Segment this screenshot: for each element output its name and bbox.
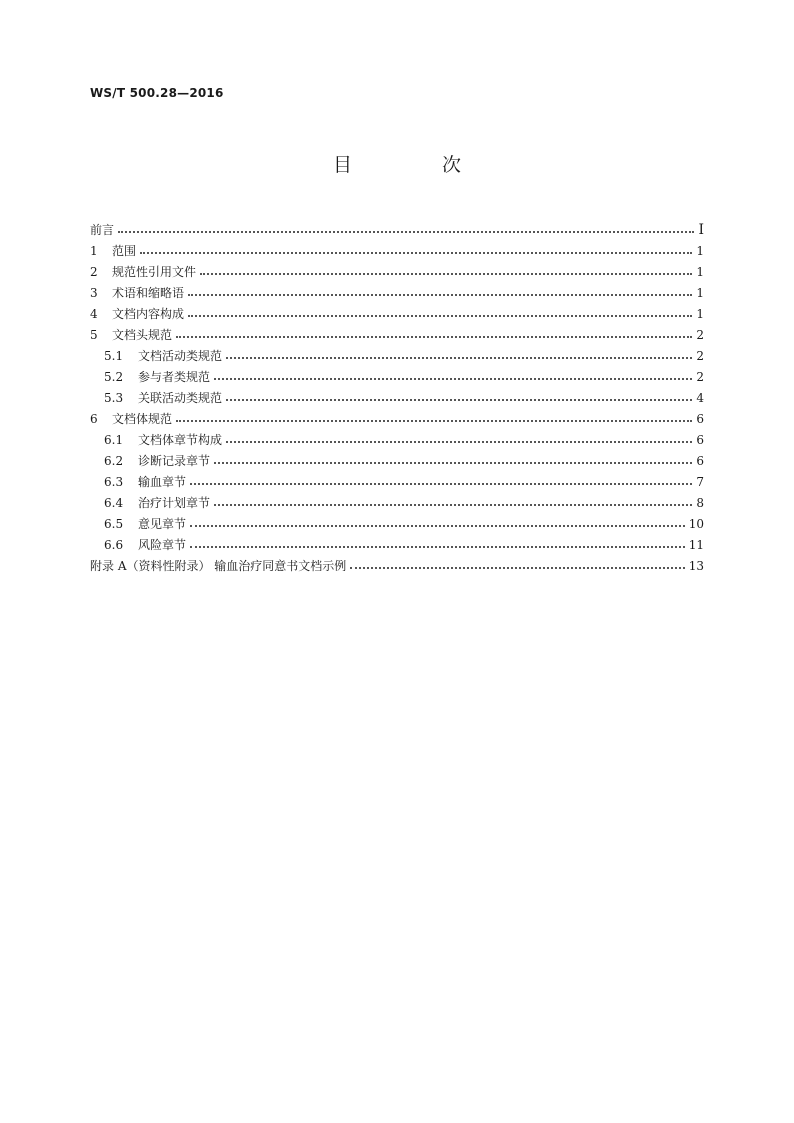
- toc-entry-number: 6.3: [104, 475, 124, 489]
- toc-entry-label: 文档内容构成: [112, 307, 185, 321]
- toc-entry-6-4[interactable]: [90, 489, 704, 510]
- toc-entry-number: 2: [90, 265, 98, 279]
- toc-entry-label: 关联活动类规范: [138, 391, 223, 405]
- toc-entry-number: 6.6: [104, 538, 124, 552]
- toc-entry-number: 6.2: [104, 454, 124, 468]
- toc-entry-document-content[interactable]: [90, 300, 704, 321]
- toc-entry-label: 参与者类规范: [138, 370, 211, 384]
- toc-entry-6-1[interactable]: [90, 426, 704, 447]
- toc-entry-6-3[interactable]: [90, 468, 704, 489]
- toc-entry-5-3[interactable]: [90, 384, 704, 405]
- leader-dots: [200, 273, 692, 275]
- toc-entry-6-2[interactable]: [90, 447, 704, 468]
- toc-entry-label: 文档体章节构成: [138, 433, 223, 447]
- toc-entry-number: 4: [90, 307, 98, 321]
- toc-entry-label: 术语和缩略语: [112, 286, 185, 300]
- leader-dots: [214, 504, 692, 506]
- toc-entry-label: 规范性引用文件: [112, 265, 197, 279]
- table-of-contents: [90, 216, 704, 573]
- toc-entry-page: 7: [696, 475, 704, 489]
- toc-entry-number: 6: [90, 412, 98, 426]
- toc-entry-header-spec[interactable]: [90, 321, 704, 342]
- toc-entry-body-spec[interactable]: [90, 405, 704, 426]
- toc-entry-page: 8: [696, 496, 704, 510]
- toc-entry-page: 2: [696, 349, 704, 363]
- toc-entry-page: 4: [696, 391, 704, 405]
- toc-entry-label: 治疗计划章节: [138, 496, 211, 510]
- toc-entry-page: 6: [696, 412, 704, 426]
- toc-entry-page: 11: [688, 538, 704, 552]
- toc-entry-6-5[interactable]: [90, 510, 704, 531]
- toc-entry-page: 1: [696, 244, 704, 258]
- leader-dots: [214, 462, 692, 464]
- toc-entry-page: 13: [688, 559, 704, 573]
- toc-entry-number: 6.1: [104, 433, 124, 447]
- toc-entry-number: 5.1: [104, 349, 124, 363]
- toc-entry-number: 5: [90, 328, 98, 342]
- toc-entry-scope[interactable]: [90, 237, 704, 258]
- leader-dots: [214, 378, 692, 380]
- leader-dots: [350, 567, 684, 569]
- leader-dots: [226, 399, 692, 401]
- toc-entry-label: 前言: [90, 223, 115, 237]
- toc-entry-page: 10: [688, 517, 704, 531]
- toc-entry-page: 1: [696, 307, 704, 321]
- toc-entry-number: 6.4: [104, 496, 124, 510]
- toc-entry-6-6[interactable]: [90, 531, 704, 552]
- toc-entry-number: 5.2: [104, 370, 124, 384]
- toc-entry-label: 输血章节: [138, 475, 187, 489]
- leader-dots: [176, 420, 692, 422]
- toc-entry-label: 风险章节: [138, 538, 187, 552]
- toc-entry-label: 意见章节: [138, 517, 187, 531]
- leader-dots: [118, 231, 694, 233]
- leader-dots: [190, 483, 692, 485]
- toc-entry-label: 范围: [112, 244, 137, 258]
- toc-entry-page: 1: [696, 265, 704, 279]
- toc-entry-number: 6.5: [104, 517, 124, 531]
- toc-entry-label: 文档活动类规范: [138, 349, 223, 363]
- toc-entry-label: 附录 A（资料性附录） 输血治疗同意书文档示例: [90, 559, 347, 573]
- toc-entry-normative-references[interactable]: [90, 258, 704, 279]
- toc-entry-page: 6: [696, 433, 704, 447]
- toc-entry-terms[interactable]: [90, 279, 704, 300]
- toc-entry-number: 5.3: [104, 391, 124, 405]
- leader-dots: [188, 294, 692, 296]
- toc-entry-page: 2: [696, 328, 704, 342]
- leader-dots: [140, 252, 692, 254]
- leader-dots: [176, 336, 692, 338]
- toc-entry-appendix-a[interactable]: [90, 552, 704, 573]
- leader-dots: [226, 441, 692, 443]
- leader-dots: [226, 357, 692, 359]
- leader-dots: [188, 315, 692, 317]
- toc-entry-label: 文档体规范: [112, 412, 173, 426]
- toc-entry-foreword[interactable]: [90, 216, 704, 237]
- toc-entry-page: I: [698, 222, 704, 238]
- page-title: 目 次: [332, 154, 504, 176]
- toc-entry-page: 1: [696, 286, 704, 300]
- toc-entry-page: 2: [696, 370, 704, 384]
- toc-entry-label: 文档头规范: [112, 328, 173, 342]
- leader-dots: [190, 546, 685, 548]
- toc-entry-number: 3: [90, 286, 98, 300]
- toc-entry-label: 诊断记录章节: [138, 454, 211, 468]
- standard-code: WS/T 500.28—2016: [90, 86, 224, 100]
- leader-dots: [190, 525, 685, 527]
- toc-entry-number: 1: [90, 244, 98, 258]
- toc-entry-5-1[interactable]: [90, 342, 704, 363]
- toc-entry-page: 6: [696, 454, 704, 468]
- toc-entry-5-2[interactable]: [90, 363, 704, 384]
